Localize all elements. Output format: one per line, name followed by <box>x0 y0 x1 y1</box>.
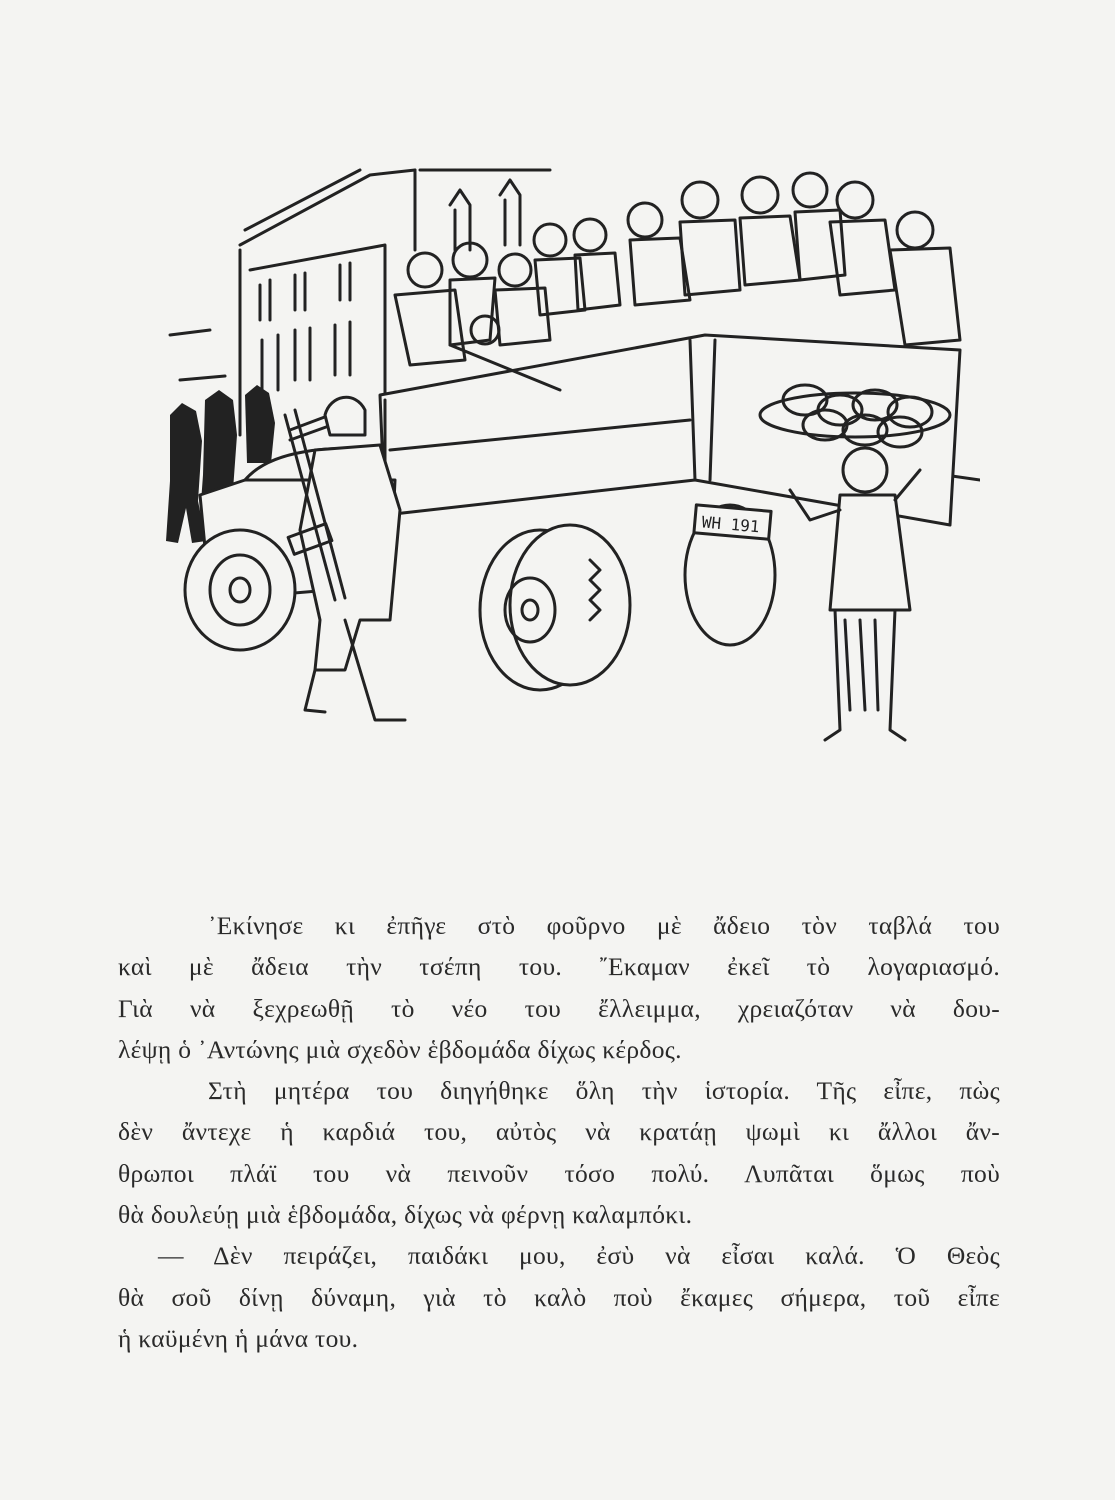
license-plate-text: WH 191 <box>701 512 761 537</box>
text-line: — Δὲν πειράζει, παιδάκι μου, ἐσὺ νὰ εἶσαι καλά. Ὁ Θεὸς <box>158 1241 1000 1271</box>
text-line: Γιὰ νὰ ξεχρεωθῇ τὸ νέο του ἔλλειμμα, χρειαζόταν νὰ δου- <box>118 993 1000 1023</box>
text-line: δὲν ἄντεχε ἡ καρδιά του, αὐτὸς νὰ κρατάῃ ψωμὶ κι ἄλλοι ἄν- <box>118 1117 1000 1147</box>
text-line: θὰ δουλεύῃ μιὰ ἑβδομάδα, δίχως νὰ φέρνῃ καλαμπόκι. <box>118 1200 693 1230</box>
text-line: καὶ μὲ ἄδεια τὴν τσέπη του. ῎Εκαμαν ἐκεῖ τὸ λογαριασμό. <box>118 952 1000 982</box>
text-line: Στὴ μητέρα του διηγήθηκε ὅλη τὴν ἱστορία. Τῆς εἶπε, πὼς <box>208 1076 1000 1106</box>
text-line: θὰ σοῦ δίνῃ δύναμη, γιὰ τὸ καλὸ ποὺ ἔκαμες σήμερα, τοῦ εἶπε <box>118 1282 1000 1312</box>
text-line: λέψῃ ὁ ᾿Αντώνης μιὰ σχεδὸν ἑβδομάδα δίχως κέρδος. <box>118 1034 682 1064</box>
text-line: θρωποι πλάϊ του νὰ πεινοῦν τόσο πολύ. Λυπᾶται ὅμως ποὺ <box>118 1158 1000 1188</box>
truck-soldiers-illustration <box>150 150 980 780</box>
text-line: ἡ καϋμένη ἡ μάνα του. <box>118 1323 359 1353</box>
text-line: ᾿Εκίνησε κι ἐπῆγε στὸ φοῦρνο μὲ ἄδειο τὸν ταβλά του <box>208 911 1000 940</box>
story-text <box>118 905 1000 1359</box>
